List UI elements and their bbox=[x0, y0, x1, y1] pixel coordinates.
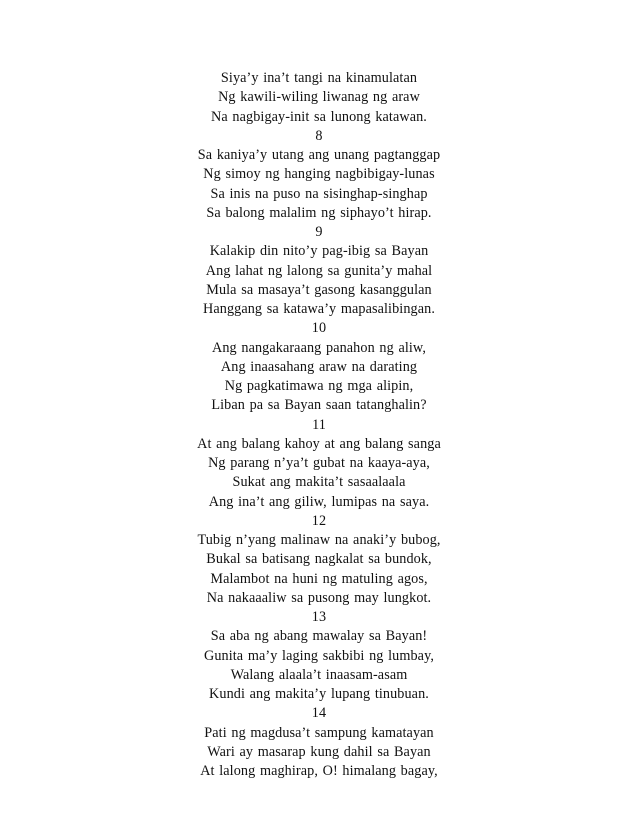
poem-line: Bukal sa batisang nagkalat sa bundok, bbox=[206, 551, 432, 568]
poem-line: Ang ina’t ang giliw, lumipas na saya. bbox=[208, 493, 430, 510]
poem-line: Sa inis na puso na sisinghap-singhap bbox=[210, 185, 428, 202]
poem-line: Sa balong malalim ng siphayo’t hirap. bbox=[206, 204, 432, 221]
poem-line: Ng simoy ng hanging nagbibigay-lunas bbox=[203, 166, 435, 183]
poem-line: Ng kawili-wiling liwanag ng araw bbox=[218, 89, 420, 106]
poem-line: Na nagbigay-init sa lunong katawan. bbox=[211, 108, 427, 125]
poem-line: Tubig n’yang malinaw na anaki’y bubog, bbox=[197, 532, 441, 548]
stanza bbox=[0, 704, 638, 781]
stanza bbox=[0, 608, 638, 704]
poem-line: Sa aba ng abang mawalay sa Bayan! bbox=[210, 628, 428, 645]
poem-line: Wari ay masarap kung dahil sa Bayan bbox=[207, 743, 431, 760]
poem-line: At ang balang kahoy at ang balang sanga bbox=[197, 435, 441, 452]
stanza-number: 9 bbox=[315, 224, 323, 240]
stanza-number: 11 bbox=[312, 416, 326, 433]
stanza-number: 10 bbox=[311, 320, 327, 337]
poem-line: At lalong maghirap, O! himalang bagay, bbox=[200, 763, 438, 779]
poem-line: Na nakaaaliw sa pusong may lungkot. bbox=[206, 589, 432, 606]
poem-line: Ng pagkatimawa ng mga alipin, bbox=[224, 378, 414, 394]
poem-line: Sukat ang makita’t sasaalaala bbox=[232, 474, 406, 491]
poem-line: Sa kaniya’y utang ang unang pagtanggap bbox=[197, 147, 441, 163]
stanza bbox=[0, 223, 638, 319]
poem-line: Gunita ma’y laging sakbibi ng lumbay, bbox=[203, 647, 434, 664]
poem-line: Kalakip din nito’y pag-ibig sa Bayan bbox=[209, 243, 429, 260]
stanza bbox=[0, 127, 638, 223]
stanza bbox=[0, 416, 638, 512]
poem-line: Ang lahat ng lalong sa gunita’y mahal bbox=[205, 262, 433, 279]
poem-line: Hanggang sa katawa’y mapasalibingan. bbox=[203, 301, 435, 317]
stanza bbox=[0, 69, 638, 127]
poem-line: Walang alaala’t inaasam-asam bbox=[230, 666, 408, 683]
poem-line: Pati ng magdusa’t sampung kamatayan bbox=[204, 724, 434, 741]
poem-line: Kundi ang makita’y lupang tinubuan. bbox=[209, 686, 429, 702]
poem-line: Liban pa sa Bayan saan tatanghalin? bbox=[211, 397, 427, 414]
poem-line: Ang nangakaraang panahon ng aliw, bbox=[212, 339, 426, 356]
stanza bbox=[0, 319, 638, 415]
stanza bbox=[0, 512, 638, 608]
poem-line: Ng parang n’ya’t gubat na kaaya-aya, bbox=[208, 455, 430, 471]
poem-body bbox=[0, 69, 638, 781]
poem-line: Malambot na huni ng matuling agos, bbox=[210, 570, 428, 587]
poem-line: Mula sa masaya’t gasong kasanggulan bbox=[206, 281, 432, 298]
stanza-number: 12 bbox=[311, 512, 327, 529]
poem-line: Siya’y ina’t tangi na kinamulatan bbox=[220, 70, 418, 86]
poem-line: Ang inaasahang araw na darating bbox=[220, 358, 418, 375]
stanza-number: 8 bbox=[315, 127, 323, 144]
stanza-number: 13 bbox=[311, 609, 327, 625]
stanza-number: 14 bbox=[311, 705, 327, 722]
